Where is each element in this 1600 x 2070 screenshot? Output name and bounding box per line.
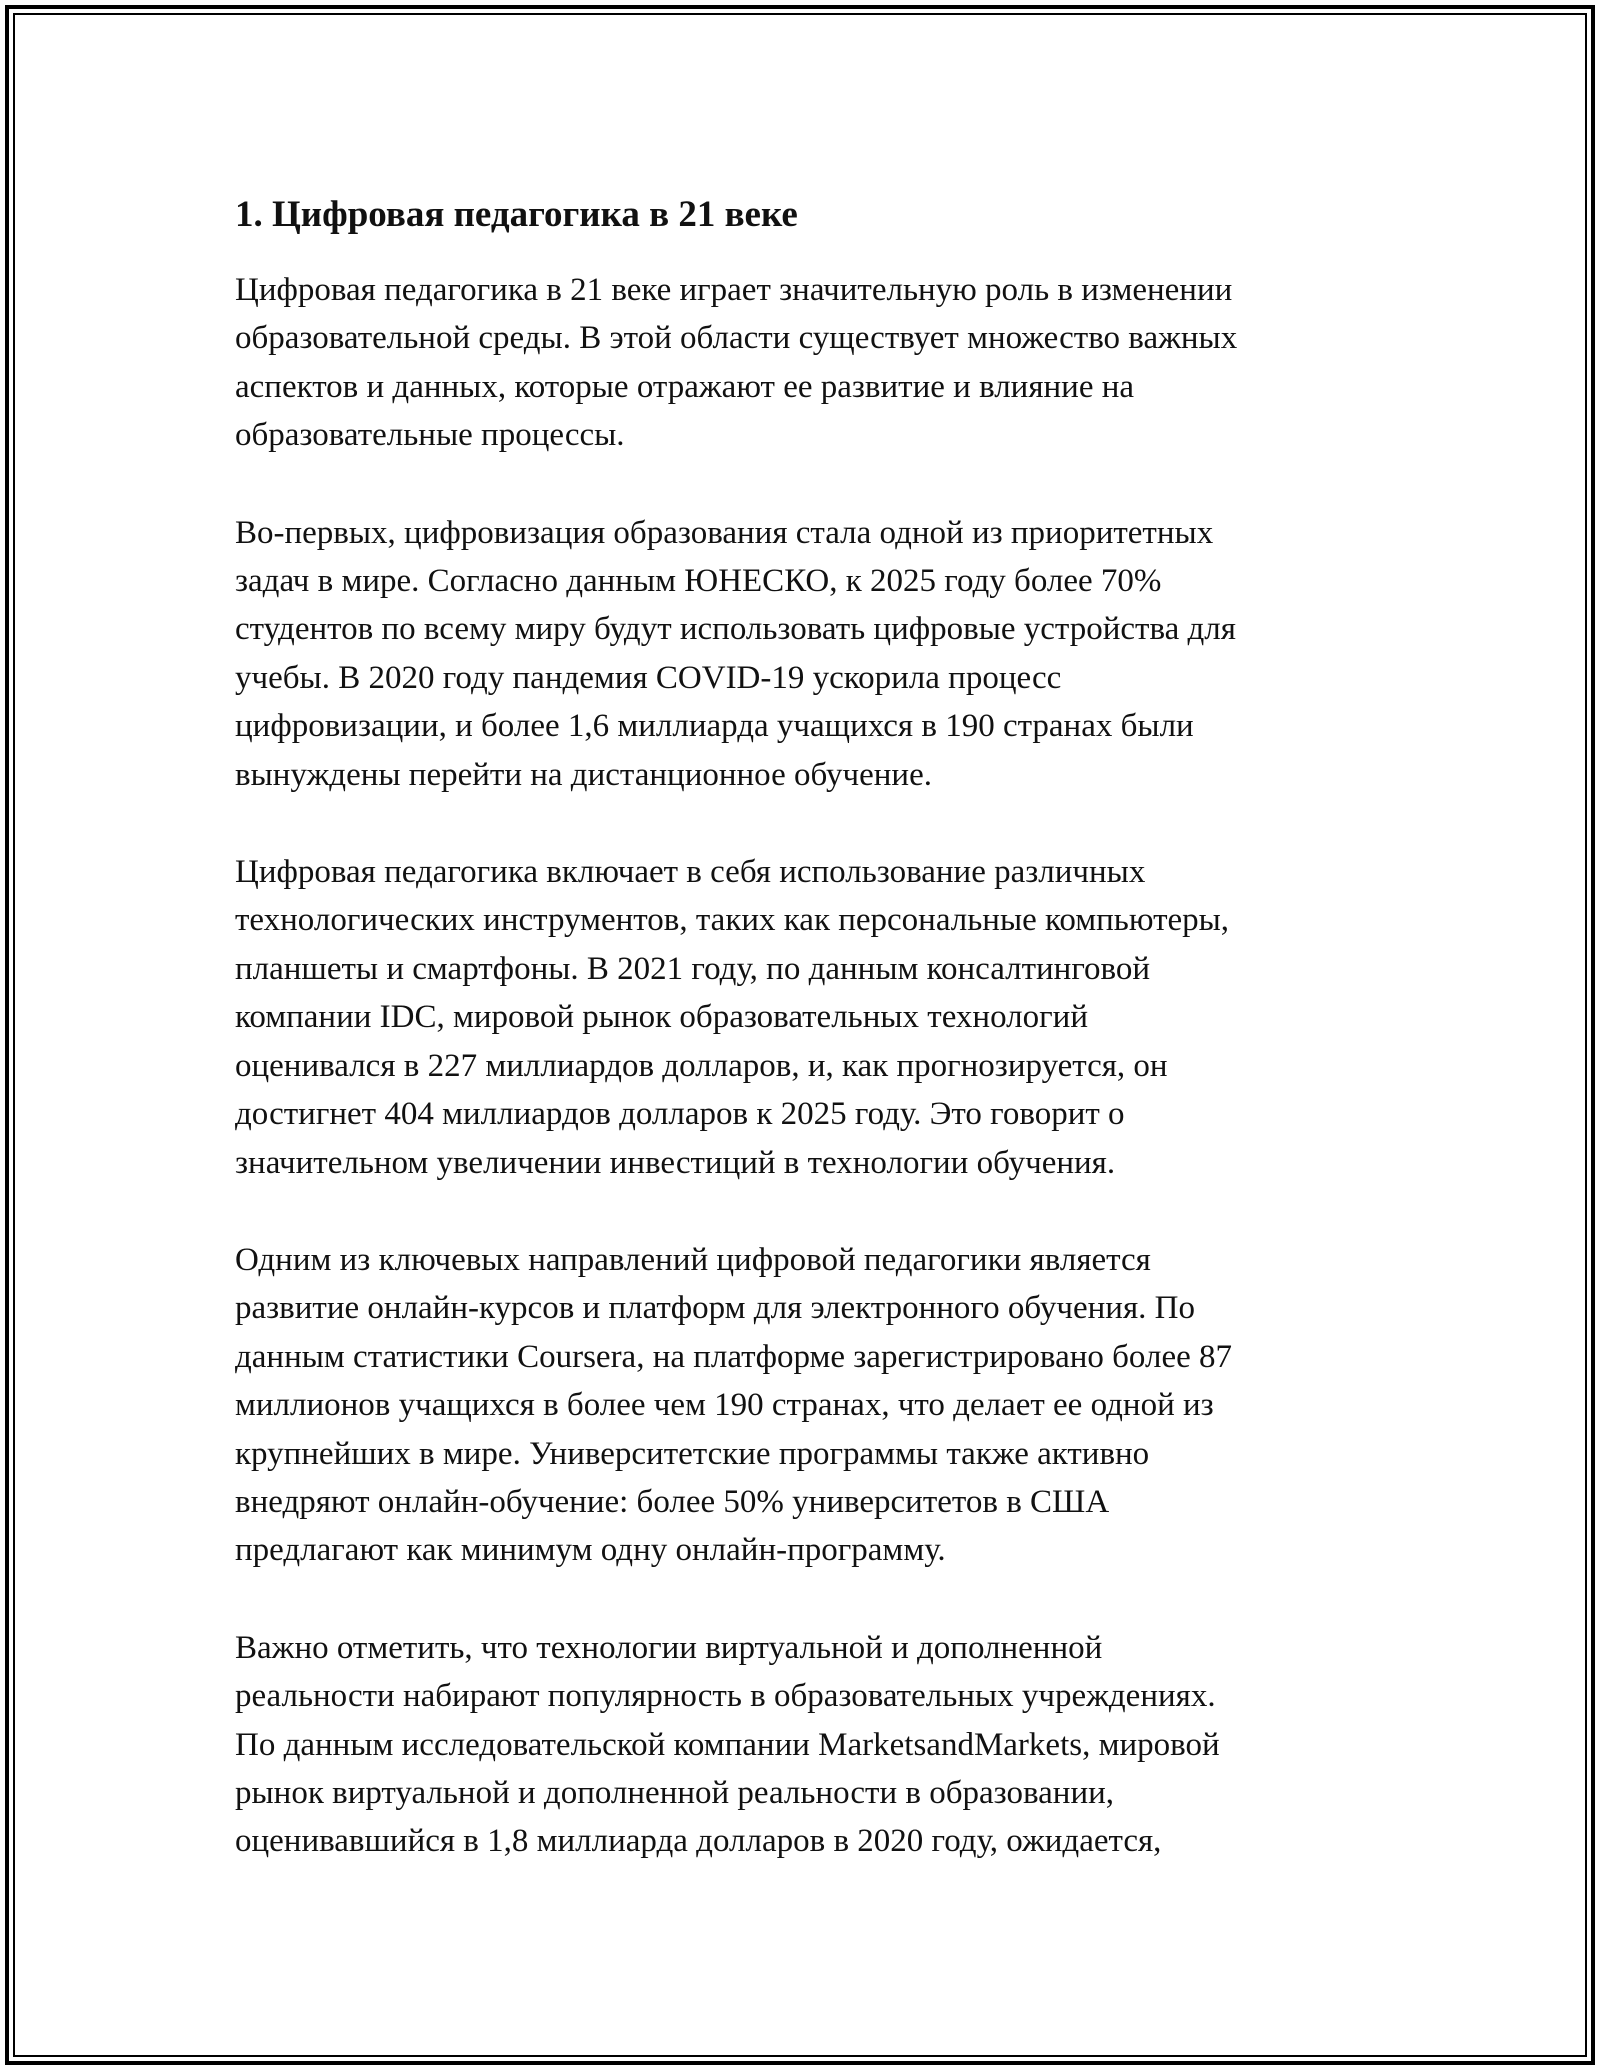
text-line: Цифровая педагогика включает в себя использование различных bbox=[235, 854, 1146, 891]
text-line: образовательные процессы. bbox=[235, 417, 625, 454]
document-content bbox=[235, 190, 1375, 1915]
text-line: планшеты и смартфоны. В 2021 году, по данным консалтинговой bbox=[235, 950, 1151, 987]
text-line: предлагают как минимум одну онлайн-программу. bbox=[235, 1532, 946, 1569]
text-line: достигнет 404 миллиардов долларов к 2025 году. Это говорит о bbox=[235, 1096, 1125, 1133]
text-line: технологических инструментов, таких как персональные компьютеры, bbox=[235, 902, 1230, 939]
text-line: значительном увеличении инвестиций в технологии обучения. bbox=[235, 1144, 1116, 1181]
text-line: Важно отметить, что технологии виртуальной и дополненной bbox=[235, 1629, 1103, 1666]
paragraph-technology-tools bbox=[235, 848, 1375, 1187]
text-line: оценивался в 227 миллиардов долларов, и, как прогнозируется, он bbox=[235, 1047, 1168, 1084]
text-line: аспектов и данных, которые отражают ее развитие и влияние на bbox=[235, 368, 1135, 405]
text-line: оценивавшийся в 1,8 миллиарда долларов в 2020 году, ожидается, bbox=[235, 1823, 1162, 1860]
text-line: рынок виртуальной и дополненной реальности в образовании, bbox=[235, 1774, 1115, 1811]
text-line: миллионов учащихся в более чем 190 странах, что делает ее одной из bbox=[235, 1387, 1214, 1424]
text-line: задач в мире. Согласно данным ЮНЕСКО, к 2025 году более 70% bbox=[235, 563, 1162, 600]
section-heading: 1. Цифровая педагогика в 21 веке bbox=[235, 194, 798, 235]
text-line: данным статистики Coursera, на платформе зарегистрировано более 87 bbox=[235, 1338, 1232, 1375]
text-line: Во-первых, цифровизация образования стала одной из приоритетных bbox=[235, 514, 1214, 551]
paragraph-vr-ar bbox=[235, 1624, 1375, 1866]
text-line: По данным исследовательской компании MarketsandMarkets, мировой bbox=[235, 1726, 1220, 1763]
text-line: развитие онлайн-курсов и платформ для электронного обучения. По bbox=[235, 1290, 1195, 1327]
text-line: учебы. В 2020 году пандемия COVID-19 ускорила процесс bbox=[235, 659, 1062, 696]
paragraph-intro bbox=[235, 266, 1375, 460]
text-line: цифровизации, и более 1,6 миллиарда учащихся в 190 странах были bbox=[235, 708, 1194, 745]
paragraph-online-courses bbox=[235, 1236, 1375, 1575]
paragraph-digitalization bbox=[235, 509, 1375, 799]
text-line: реальности набирают популярность в образовательных учреждениях. bbox=[235, 1678, 1216, 1715]
text-line: Цифровая педагогика в 21 веке играет значительную роль в изменении bbox=[235, 272, 1233, 308]
text-line: вынуждены перейти на дистанционное обучение. bbox=[235, 756, 932, 793]
text-line: Одним из ключевых направлений цифровой педагогики является bbox=[235, 1241, 1151, 1278]
text-line: внедряют онлайн-обучение: более 50% университетов в США bbox=[235, 1483, 1110, 1520]
text-line: студентов по всему миру будут использовать цифровые устройства для bbox=[235, 611, 1236, 648]
text-line: крупнейших в мире. Университетские программы также активно bbox=[235, 1435, 1150, 1472]
text-line: образовательной среды. В этой области существует множество важных bbox=[235, 320, 1238, 357]
text-line: компании IDC, мировой рынок образовательных технологий bbox=[235, 999, 1088, 1036]
